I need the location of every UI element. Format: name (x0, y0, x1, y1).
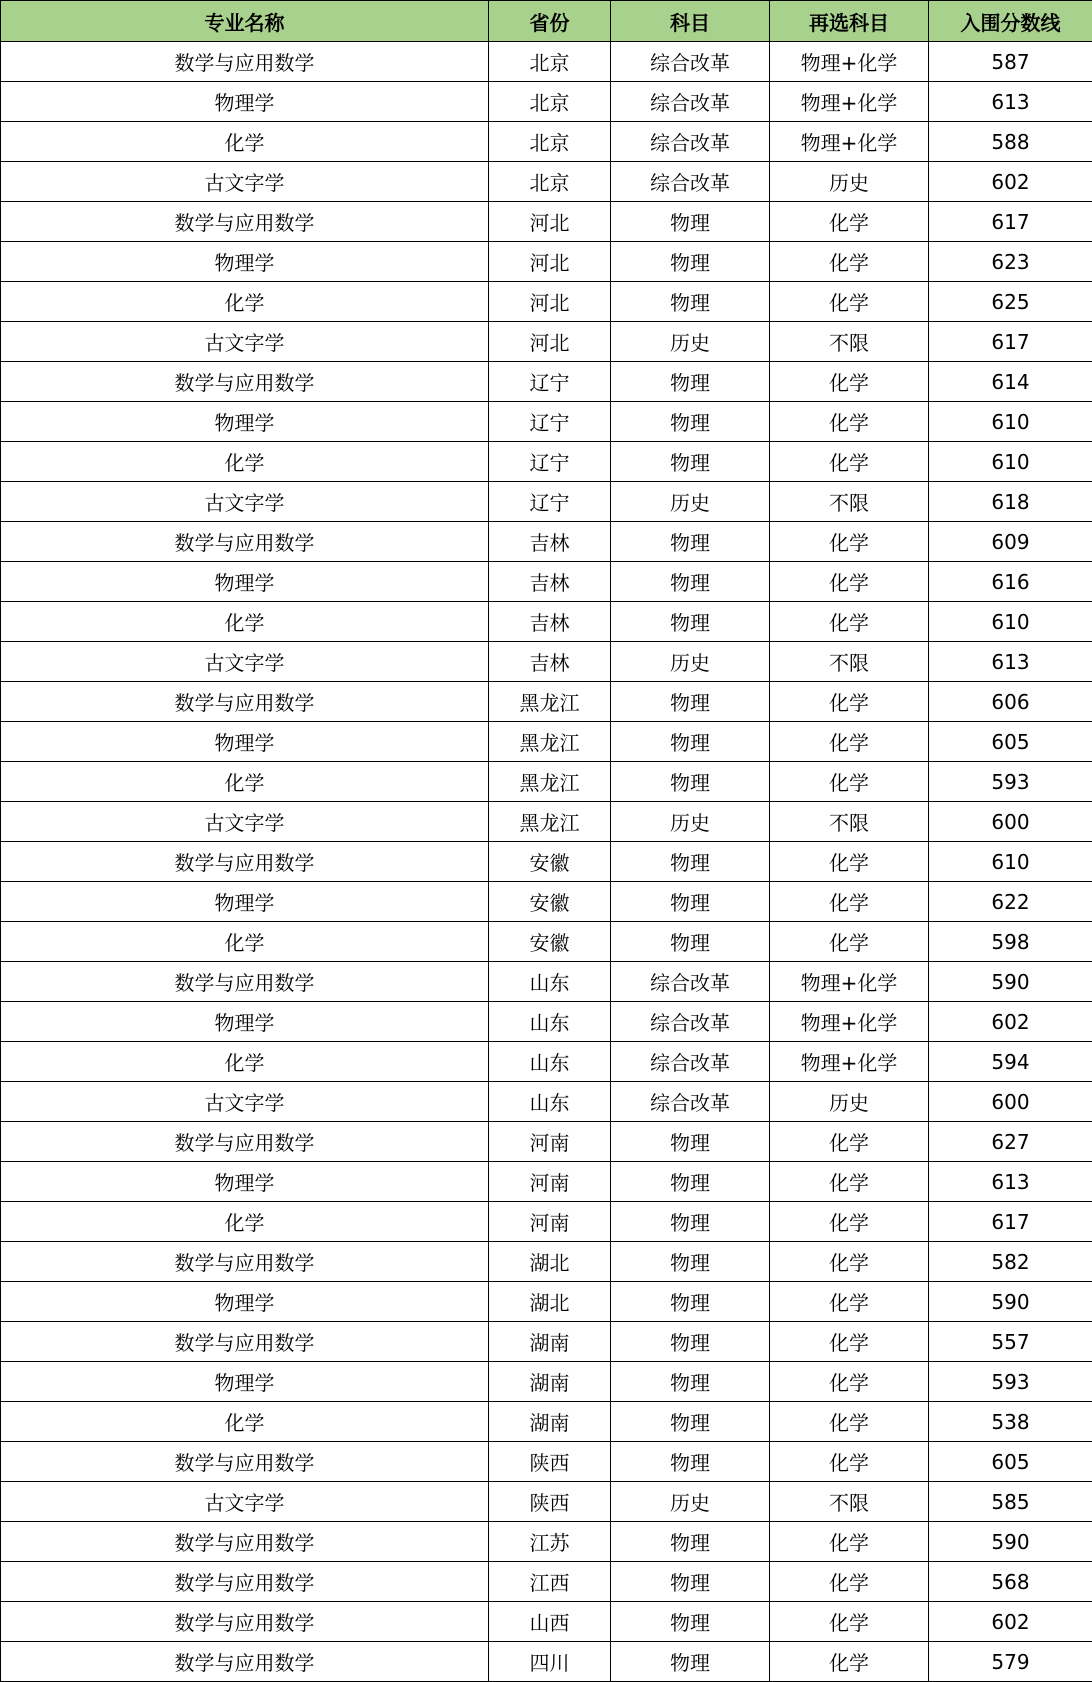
cell-subject: 综合改革 (611, 42, 770, 82)
table-row (1, 282, 1092, 322)
cell-subject: 物理 (611, 882, 770, 922)
cell-major: 古文字学 (1, 802, 489, 842)
cell-province: 四川 (489, 1642, 611, 1682)
cell-subject: 历史 (611, 322, 770, 362)
table-row (1, 722, 1092, 762)
cell-elective-subject: 化学 (770, 1522, 929, 1562)
cell-major: 数学与应用数学 (1, 962, 489, 1002)
cell-subject: 综合改革 (611, 1042, 770, 1082)
table-row (1, 522, 1092, 562)
cell-cutoff-score: 593 (929, 762, 1092, 802)
cell-province: 陕西 (489, 1482, 611, 1522)
cell-province: 山东 (489, 962, 611, 1002)
cell-subject: 物理 (611, 1202, 770, 1242)
cell-major: 数学与应用数学 (1, 202, 489, 242)
cell-subject: 历史 (611, 1482, 770, 1522)
cell-province: 黑龙江 (489, 802, 611, 842)
table-row (1, 42, 1092, 82)
cell-province: 北京 (489, 162, 611, 202)
cell-province: 北京 (489, 82, 611, 122)
cell-subject: 物理 (611, 1362, 770, 1402)
table-row (1, 562, 1092, 602)
cell-province: 北京 (489, 42, 611, 82)
cell-subject: 物理 (611, 1162, 770, 1202)
cell-elective-subject: 化学 (770, 1282, 929, 1322)
cell-cutoff-score: 605 (929, 1442, 1092, 1482)
table-row (1, 82, 1092, 122)
cell-major: 古文字学 (1, 322, 489, 362)
cell-subject: 物理 (611, 1522, 770, 1562)
cell-elective-subject: 化学 (770, 1602, 929, 1642)
cell-elective-subject: 不限 (770, 802, 929, 842)
cell-province: 湖北 (489, 1242, 611, 1282)
table-row (1, 1242, 1092, 1282)
cell-cutoff-score: 594 (929, 1042, 1092, 1082)
cell-elective-subject: 物理+化学 (770, 42, 929, 82)
table-row (1, 1482, 1092, 1522)
cell-subject: 综合改革 (611, 962, 770, 1002)
cell-province: 北京 (489, 122, 611, 162)
cell-elective-subject: 化学 (770, 402, 929, 442)
cell-major: 数学与应用数学 (1, 1562, 489, 1602)
table-row (1, 1202, 1092, 1242)
cell-major: 数学与应用数学 (1, 522, 489, 562)
table-row (1, 402, 1092, 442)
cell-subject: 物理 (611, 1642, 770, 1682)
cell-province: 辽宁 (489, 442, 611, 482)
table-row (1, 882, 1092, 922)
table-row (1, 1042, 1092, 1082)
cell-major: 古文字学 (1, 1082, 489, 1122)
cell-cutoff-score: 625 (929, 282, 1092, 322)
cell-cutoff-score: 606 (929, 682, 1092, 722)
cell-province: 江苏 (489, 1522, 611, 1562)
cell-elective-subject: 化学 (770, 1322, 929, 1362)
cell-province: 江西 (489, 1562, 611, 1602)
header-row (1, 1, 1092, 42)
cell-province: 辽宁 (489, 362, 611, 402)
cell-province: 吉林 (489, 642, 611, 682)
cell-elective-subject: 不限 (770, 1482, 929, 1522)
cell-elective-subject: 不限 (770, 482, 929, 522)
cell-cutoff-score: 593 (929, 1362, 1092, 1402)
cell-elective-subject: 化学 (770, 722, 929, 762)
cell-major: 化学 (1, 442, 489, 482)
cell-elective-subject: 物理+化学 (770, 122, 929, 162)
table-row (1, 602, 1092, 642)
table-row (1, 1082, 1092, 1122)
cell-major: 古文字学 (1, 1482, 489, 1522)
cell-cutoff-score: 557 (929, 1322, 1092, 1362)
cell-major: 化学 (1, 122, 489, 162)
cell-cutoff-score: 610 (929, 442, 1092, 482)
cell-province: 河南 (489, 1202, 611, 1242)
table-row (1, 1562, 1092, 1602)
cell-cutoff-score: 622 (929, 882, 1092, 922)
cell-subject: 物理 (611, 242, 770, 282)
cell-cutoff-score: 618 (929, 482, 1092, 522)
table-row (1, 202, 1092, 242)
header-major: 专业名称 (1, 1, 489, 42)
cell-cutoff-score: 623 (929, 242, 1092, 282)
cell-province: 河南 (489, 1122, 611, 1162)
cell-cutoff-score: 613 (929, 1162, 1092, 1202)
cell-subject: 物理 (611, 402, 770, 442)
cell-subject: 物理 (611, 922, 770, 962)
cell-province: 湖南 (489, 1402, 611, 1442)
cell-major: 化学 (1, 1202, 489, 1242)
cell-cutoff-score: 617 (929, 202, 1092, 242)
cell-cutoff-score: 590 (929, 1522, 1092, 1562)
cell-major: 数学与应用数学 (1, 1122, 489, 1162)
cell-province: 河北 (489, 322, 611, 362)
cell-province: 湖南 (489, 1322, 611, 1362)
cell-elective-subject: 化学 (770, 842, 929, 882)
table-row (1, 1522, 1092, 1562)
cell-subject: 物理 (611, 1562, 770, 1602)
cell-subject: 物理 (611, 522, 770, 562)
header-province: 省份 (489, 1, 611, 42)
cell-cutoff-score: 602 (929, 1002, 1092, 1042)
header-cutoff-score: 入围分数线 (929, 1, 1092, 42)
cell-major: 化学 (1, 1042, 489, 1082)
cell-cutoff-score: 617 (929, 322, 1092, 362)
cell-elective-subject: 物理+化学 (770, 82, 929, 122)
cell-major: 化学 (1, 762, 489, 802)
cell-subject: 物理 (611, 842, 770, 882)
cell-subject: 物理 (611, 1602, 770, 1642)
cell-elective-subject: 化学 (770, 362, 929, 402)
cell-major: 物理学 (1, 562, 489, 602)
cell-elective-subject: 化学 (770, 1202, 929, 1242)
cell-cutoff-score: 609 (929, 522, 1092, 562)
cell-province: 山东 (489, 1002, 611, 1042)
cell-cutoff-score: 614 (929, 362, 1092, 402)
cell-province: 河南 (489, 1162, 611, 1202)
cell-province: 山东 (489, 1082, 611, 1122)
table-row (1, 162, 1092, 202)
cell-province: 陕西 (489, 1442, 611, 1482)
cell-province: 吉林 (489, 562, 611, 602)
table-row (1, 1162, 1092, 1202)
cell-major: 数学与应用数学 (1, 1642, 489, 1682)
cell-subject: 历史 (611, 482, 770, 522)
cell-cutoff-score: 600 (929, 1082, 1092, 1122)
cell-province: 安徽 (489, 882, 611, 922)
table-row (1, 922, 1092, 962)
cell-elective-subject: 历史 (770, 1082, 929, 1122)
table-row (1, 842, 1092, 882)
cell-subject: 物理 (611, 1442, 770, 1482)
cell-province: 辽宁 (489, 482, 611, 522)
cell-major: 物理学 (1, 402, 489, 442)
cell-major: 数学与应用数学 (1, 842, 489, 882)
header-elective-subject: 再选科目 (770, 1, 929, 42)
table-row (1, 1402, 1092, 1442)
cell-province: 黑龙江 (489, 762, 611, 802)
header-subject: 科目 (611, 1, 770, 42)
cell-major: 物理学 (1, 1362, 489, 1402)
table-row (1, 362, 1092, 402)
cell-subject: 物理 (611, 1282, 770, 1322)
cell-elective-subject: 物理+化学 (770, 1042, 929, 1082)
cell-major: 化学 (1, 1402, 489, 1442)
cell-subject: 物理 (611, 362, 770, 402)
table-body (1, 42, 1092, 1682)
cell-cutoff-score: 610 (929, 602, 1092, 642)
cell-cutoff-score: 613 (929, 642, 1092, 682)
cell-province: 安徽 (489, 922, 611, 962)
cell-province: 黑龙江 (489, 682, 611, 722)
cell-major: 数学与应用数学 (1, 1242, 489, 1282)
table-row (1, 682, 1092, 722)
cell-major: 物理学 (1, 242, 489, 282)
cell-province: 山西 (489, 1602, 611, 1642)
cell-cutoff-score: 610 (929, 402, 1092, 442)
table-row (1, 482, 1092, 522)
cell-major: 数学与应用数学 (1, 1602, 489, 1642)
cell-cutoff-score: 627 (929, 1122, 1092, 1162)
table-row (1, 762, 1092, 802)
table-header (1, 1, 1092, 42)
cell-subject: 物理 (611, 1402, 770, 1442)
cell-cutoff-score: 582 (929, 1242, 1092, 1282)
cell-subject: 综合改革 (611, 1002, 770, 1042)
cell-major: 物理学 (1, 722, 489, 762)
cell-cutoff-score: 590 (929, 962, 1092, 1002)
cell-cutoff-score: 588 (929, 122, 1092, 162)
cell-subject: 物理 (611, 762, 770, 802)
table-row (1, 1282, 1092, 1322)
cell-major: 物理学 (1, 1282, 489, 1322)
cell-major: 数学与应用数学 (1, 1522, 489, 1562)
table-row (1, 1442, 1092, 1482)
cell-cutoff-score: 538 (929, 1402, 1092, 1442)
cell-subject: 物理 (611, 1242, 770, 1282)
cell-province: 黑龙江 (489, 722, 611, 762)
cell-subject: 物理 (611, 1122, 770, 1162)
cell-major: 物理学 (1, 1002, 489, 1042)
cell-major: 物理学 (1, 1162, 489, 1202)
table-row (1, 802, 1092, 842)
cell-elective-subject: 化学 (770, 922, 929, 962)
cell-elective-subject: 化学 (770, 1242, 929, 1282)
table-row (1, 642, 1092, 682)
cell-major: 数学与应用数学 (1, 42, 489, 82)
table-row (1, 1602, 1092, 1642)
cell-cutoff-score: 605 (929, 722, 1092, 762)
cell-province: 安徽 (489, 842, 611, 882)
table-row (1, 242, 1092, 282)
cell-elective-subject: 不限 (770, 322, 929, 362)
cell-province: 河北 (489, 202, 611, 242)
cell-elective-subject: 化学 (770, 882, 929, 922)
cell-province: 吉林 (489, 522, 611, 562)
cell-province: 山东 (489, 1042, 611, 1082)
cell-province: 河北 (489, 242, 611, 282)
cell-cutoff-score: 600 (929, 802, 1092, 842)
cell-elective-subject: 化学 (770, 562, 929, 602)
cell-subject: 物理 (611, 722, 770, 762)
cell-cutoff-score: 602 (929, 1602, 1092, 1642)
cell-subject: 综合改革 (611, 82, 770, 122)
cell-major: 数学与应用数学 (1, 1442, 489, 1482)
cell-cutoff-score: 598 (929, 922, 1092, 962)
cell-subject: 综合改革 (611, 122, 770, 162)
cell-cutoff-score: 587 (929, 42, 1092, 82)
cell-province: 河北 (489, 282, 611, 322)
cell-elective-subject: 化学 (770, 282, 929, 322)
cell-elective-subject: 化学 (770, 522, 929, 562)
table-row (1, 322, 1092, 362)
cell-elective-subject: 化学 (770, 1362, 929, 1402)
cell-cutoff-score: 579 (929, 1642, 1092, 1682)
cell-elective-subject: 化学 (770, 1402, 929, 1442)
cell-subject: 物理 (611, 602, 770, 642)
table-row (1, 1642, 1092, 1682)
cell-elective-subject: 物理+化学 (770, 1002, 929, 1042)
table-row (1, 1002, 1092, 1042)
cell-major: 物理学 (1, 882, 489, 922)
cell-major: 古文字学 (1, 482, 489, 522)
cell-elective-subject: 化学 (770, 442, 929, 482)
cell-subject: 综合改革 (611, 162, 770, 202)
cell-province: 湖南 (489, 1362, 611, 1402)
cell-elective-subject: 化学 (770, 242, 929, 282)
cell-cutoff-score: 590 (929, 1282, 1092, 1322)
table-row (1, 122, 1092, 162)
cell-elective-subject: 化学 (770, 602, 929, 642)
cell-major: 数学与应用数学 (1, 362, 489, 402)
cell-subject: 综合改革 (611, 1082, 770, 1122)
cell-cutoff-score: 617 (929, 1202, 1092, 1242)
cell-elective-subject: 化学 (770, 1162, 929, 1202)
cell-elective-subject: 化学 (770, 1562, 929, 1602)
cell-cutoff-score: 602 (929, 162, 1092, 202)
cell-province: 辽宁 (489, 402, 611, 442)
cell-subject: 物理 (611, 682, 770, 722)
cell-subject: 物理 (611, 282, 770, 322)
cell-elective-subject: 化学 (770, 1642, 929, 1682)
cell-subject: 物理 (611, 562, 770, 602)
table-row (1, 442, 1092, 482)
cell-major: 古文字学 (1, 642, 489, 682)
cell-elective-subject: 物理+化学 (770, 962, 929, 1002)
table-row (1, 1122, 1092, 1162)
cell-cutoff-score: 613 (929, 82, 1092, 122)
table-row (1, 962, 1092, 1002)
cell-subject: 物理 (611, 442, 770, 482)
cell-major: 化学 (1, 282, 489, 322)
cell-major: 化学 (1, 922, 489, 962)
cell-subject: 历史 (611, 802, 770, 842)
cell-elective-subject: 化学 (770, 1122, 929, 1162)
cell-elective-subject: 历史 (770, 162, 929, 202)
cell-elective-subject: 化学 (770, 1442, 929, 1482)
cell-province: 湖北 (489, 1282, 611, 1322)
cell-major: 古文字学 (1, 162, 489, 202)
cell-major: 数学与应用数学 (1, 1322, 489, 1362)
cell-cutoff-score: 616 (929, 562, 1092, 602)
cell-cutoff-score: 568 (929, 1562, 1092, 1602)
cell-elective-subject: 化学 (770, 682, 929, 722)
cell-cutoff-score: 585 (929, 1482, 1092, 1522)
cell-province: 吉林 (489, 602, 611, 642)
table-row (1, 1362, 1092, 1402)
cell-major: 化学 (1, 602, 489, 642)
cell-cutoff-score: 610 (929, 842, 1092, 882)
cell-subject: 历史 (611, 642, 770, 682)
cell-subject: 物理 (611, 202, 770, 242)
cell-major: 数学与应用数学 (1, 682, 489, 722)
table-row (1, 1322, 1092, 1362)
cell-elective-subject: 化学 (770, 202, 929, 242)
cell-elective-subject: 不限 (770, 642, 929, 682)
cell-major: 物理学 (1, 82, 489, 122)
cell-subject: 物理 (611, 1322, 770, 1362)
cell-elective-subject: 化学 (770, 762, 929, 802)
